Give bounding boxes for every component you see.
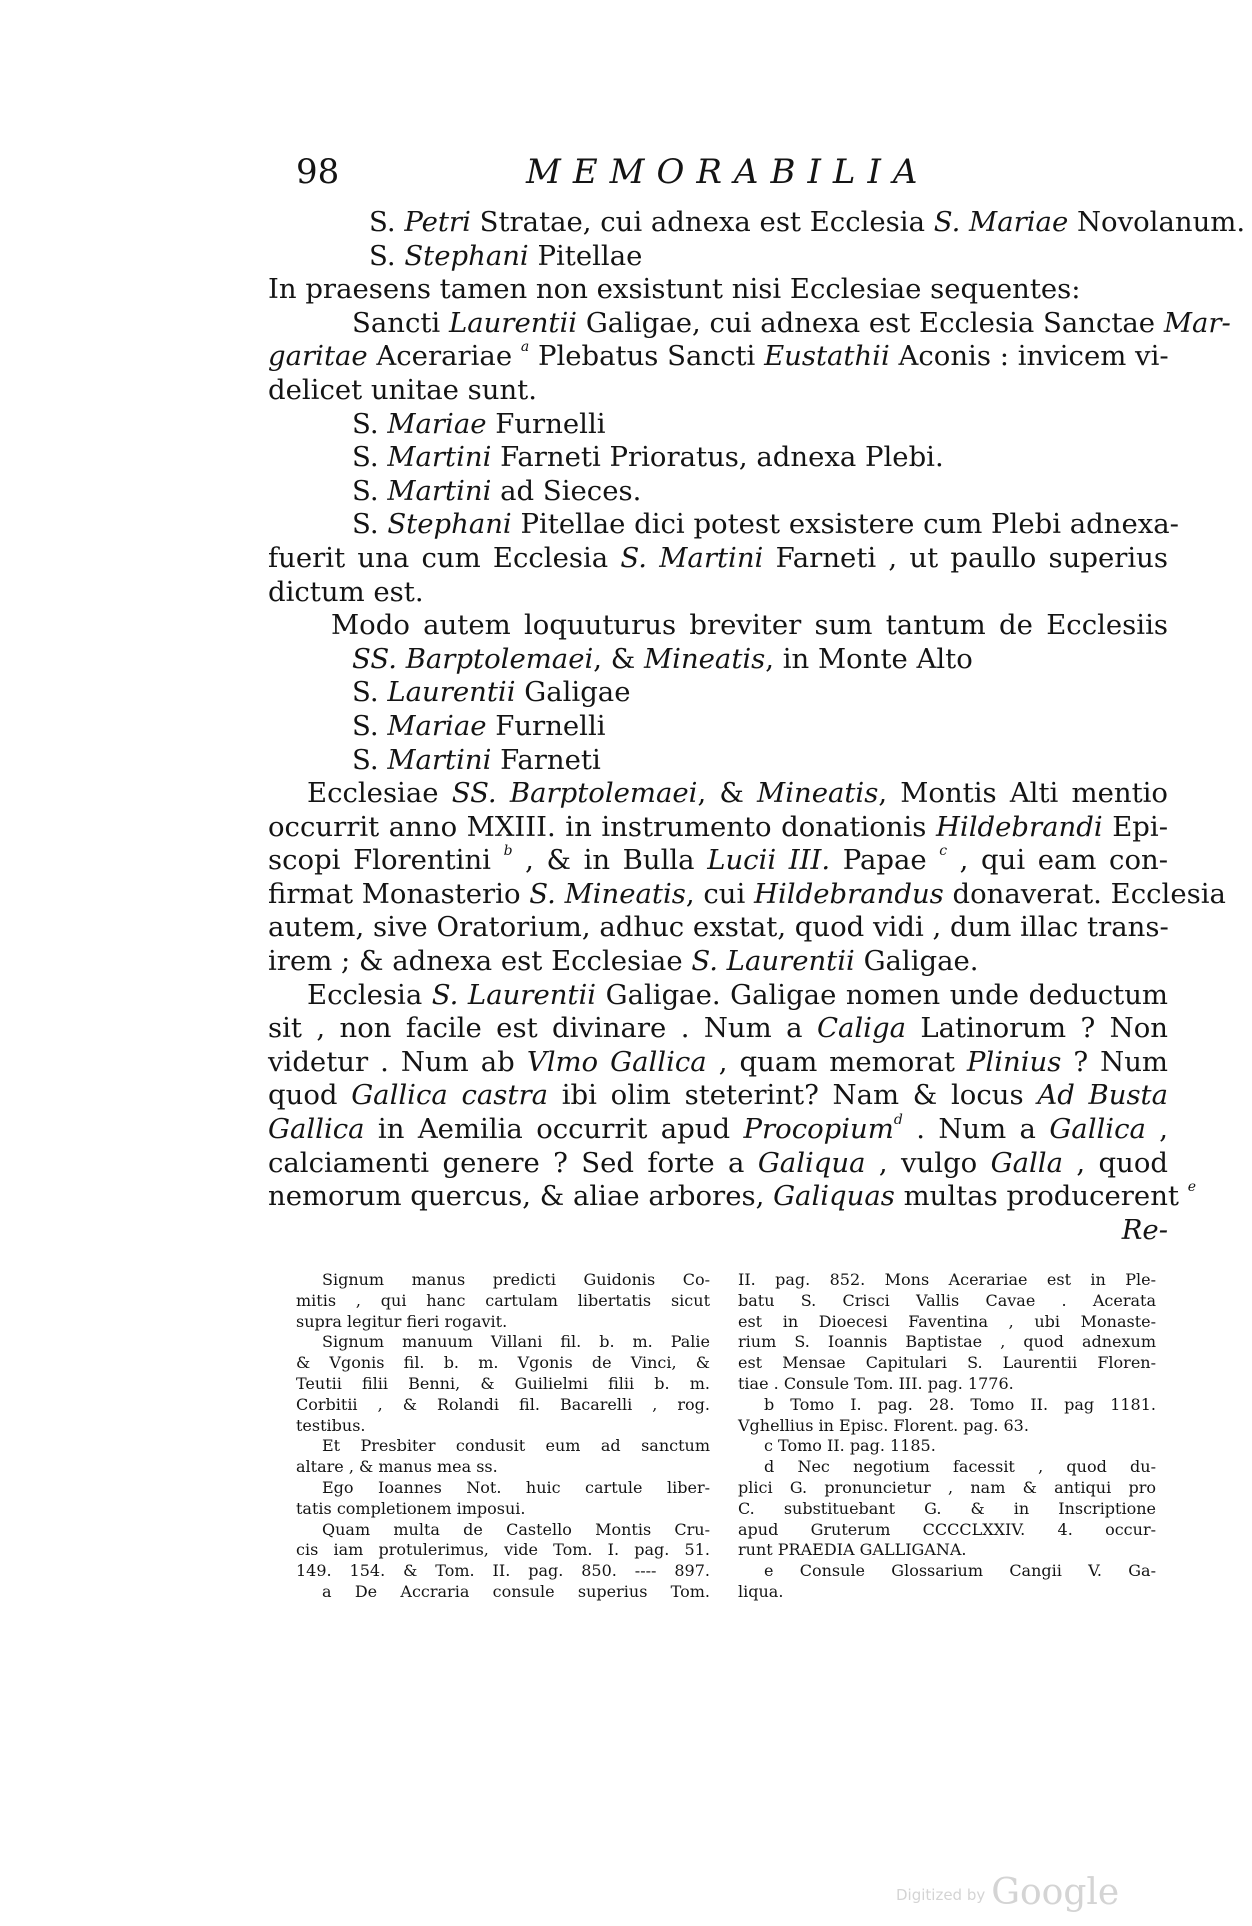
text-line: garitae Acerariae $^a$ Plebatus Sancti Eustathii Aconis : invicem vi-: [268, 339, 1169, 373]
text-line: S. Stephani Pitellae: [369, 239, 643, 272]
text-line: S. Martini ad Sieces.: [352, 474, 642, 507]
footnote-marker: a: [520, 339, 530, 356]
footnote-line: batu S. Crisci Vallis Cavae . Acerata: [738, 1290, 1156, 1310]
text-line: Ecclesia S. Laurentii Galigae. Galigae nomen unde deductum: [307, 978, 1169, 1011]
footnote-line: 149. 154. & Tom. II. pag. 850. ---- 897.: [296, 1561, 710, 1581]
watermark-brand: Google: [991, 1872, 1120, 1913]
page-header: [296, 152, 1156, 198]
footnote-line: cis iam protulerimus, vide Tom. I. pag. 51.: [296, 1540, 710, 1560]
footnotes-left-column: [296, 1270, 710, 1603]
footnote-line: supra legitur fieri rogavit.: [296, 1311, 508, 1331]
text-line: autem, sive Oratorium, adhuc exstat, quod vidi , dum illac trans-: [268, 911, 1169, 944]
footnote-line: rium S. Ioannis Baptistae , quod adnexum: [738, 1332, 1156, 1352]
catchword: Re-: [1121, 1213, 1168, 1246]
text-line: quod Gallica castra ibi olim steterint? Nam & locus Ad Busta: [268, 1079, 1168, 1112]
text-line: Modo autem loquuturus breviter sum tantum de Ecclesiis: [331, 609, 1168, 642]
text-line: nemorum quercus, & aliae arbores, Galiquas multas producerent $^e$: [268, 1179, 1197, 1213]
text-line: S. Petri Stratae, cui adnexa est Ecclesia S. Mariae Novolanum.: [369, 206, 1246, 238]
footnote-line: tatis completionem imposui.: [296, 1498, 526, 1518]
text-line: S. Martini Farneti Prioratus, adnexa Plebi.: [352, 441, 944, 474]
footnote-line: est in Dioecesi Faventina , ubi Monaste-: [738, 1311, 1156, 1331]
text-line: Sancti Laurentii Galigae, cui adnexa est Ecclesia Sanctae Mar-: [352, 306, 1231, 339]
footnote-line: C. substituebant G. & in Inscriptione: [738, 1498, 1156, 1518]
footnote-line: altare , & manus mea ss.: [296, 1457, 498, 1477]
text-line: irem ; & adnexa est Ecclesiae S. Laurentii Galigae.: [268, 945, 979, 978]
footnote-marker: c: [939, 843, 948, 860]
footnote-line: c Tomo II. pag. 1185.: [764, 1436, 936, 1456]
footnote-marker: e: [1187, 1179, 1197, 1196]
footnote-line: Signum manus predicti Guidonis Co-: [322, 1270, 710, 1289]
text-line: delicet unitae sunt.: [268, 373, 537, 406]
text-line: sit , non facile est divinare . Num a Caliga Latinorum ? Non: [268, 1012, 1168, 1045]
footnote-line: Vghellius in Episc. Florent. pag. 63.: [738, 1415, 1029, 1435]
text-line: In praesens tamen non exsistunt nisi Ecclesiae sequentes:: [268, 273, 1081, 306]
footnote-line: e Consule Glossarium Cangii V. Ga-: [764, 1561, 1156, 1581]
footnote-line: b Tomo I. pag. 28. Tomo II. pag 1181.: [764, 1394, 1156, 1414]
footnote-line: Quam multa de Castello Montis Cru-: [322, 1519, 710, 1539]
footnote-line: & Vgonis fil. b. m. Vgonis de Vinci, &: [296, 1353, 710, 1373]
footnote-line: Corbitii , & Rolandi fil. Bacarelli , rog.: [296, 1394, 710, 1414]
text-line: firmat Monasterio S. Mineatis, cui Hildebrandus donaverat. Ecclesia: [268, 877, 1226, 910]
watermark-prefix: Digitized by: [896, 1886, 986, 1904]
footnote-line: testibus.: [296, 1415, 366, 1435]
text-line: Gallica in Aemilia occurrit apud Procopium$^d$ . Num a Gallica ,: [268, 1112, 1168, 1146]
text-line: S. Martini Farneti: [352, 743, 601, 776]
text-line: Ecclesiae SS. Barptolemaei, & Mineatis, Montis Alti mentio: [307, 777, 1168, 810]
text-line: videtur . Num ab Vlmo Gallica , quam memorat Plinius ? Num: [268, 1045, 1169, 1078]
footnote-line: d Nec negotium facessit , quod du-: [764, 1457, 1156, 1477]
footnote-line: a De Accraria consule superius Tom.: [322, 1581, 710, 1601]
footnote-line: tiae . Consule Tom. III. pag. 1776.: [738, 1373, 1014, 1393]
text-line: S. Laurentii Galigae: [352, 676, 631, 709]
footnote-line: II. pag. 852. Mons Acerariae est in Ple-: [738, 1270, 1156, 1289]
footnotes-right-column: [738, 1270, 1156, 1603]
footnote-line: plici G. pronuncietur , nam & antiqui pro: [738, 1477, 1156, 1497]
footnote-line: mitis , qui hanc cartulam libertatis sicut: [296, 1290, 710, 1310]
footnote-line: apud Gruterum CCCCLXXIV. 4. occur-: [738, 1519, 1156, 1539]
footnote-line: Teutii filii Benni, & Guilielmi filii b. m.: [296, 1373, 710, 1393]
text-line: S. Mariae Furnelli: [352, 709, 606, 742]
text-line: SS. Barptolemaei, & Mineatis, in Monte Alto: [352, 642, 973, 675]
footnote-line: est Mensae Capitulari S. Laurentii Floren-: [738, 1353, 1156, 1373]
footnote-line: liqua.: [738, 1581, 784, 1601]
footnote-line: Et Presbiter condusit eum ad sanctum: [322, 1436, 710, 1456]
footnote-line: Signum manuum Villani fil. b. m. Palie: [322, 1332, 710, 1352]
footnote-line: runt PRAEDIA GALLIGANA.: [738, 1540, 967, 1560]
main-text: [268, 206, 1246, 1247]
footnote-line: Ego Ioannes Not. huic cartule liber-: [322, 1477, 710, 1497]
text-line: S. Stephani Pitellae dici potest exsistere cum Plebi adnexa-: [352, 508, 1179, 541]
text-line: S. Mariae Furnelli: [352, 407, 606, 440]
text-line: dictum est.: [268, 575, 424, 608]
text-line: occurrit anno MXIII. in instrumento donationis Hildebrandi Epi-: [268, 810, 1168, 843]
running-title: MEMORABILIA: [526, 152, 930, 192]
page-number: 98: [296, 152, 340, 192]
text-line: calciamenti genere ? Sed forte a Galiqua , vulgo Galla , quod: [268, 1146, 1169, 1179]
text-line: fuerit una cum Ecclesia S. Martini Farneti , ut paullo superius: [268, 541, 1168, 574]
footnote-marker: d: [893, 1112, 903, 1129]
footnote-marker: b: [503, 843, 513, 860]
digitization-watermark: [896, 1872, 1119, 1913]
text-line: scopi Florentini $^b$ , & in Bulla Lucii III. Papae $^c$ , qui eam con-: [268, 843, 1169, 877]
